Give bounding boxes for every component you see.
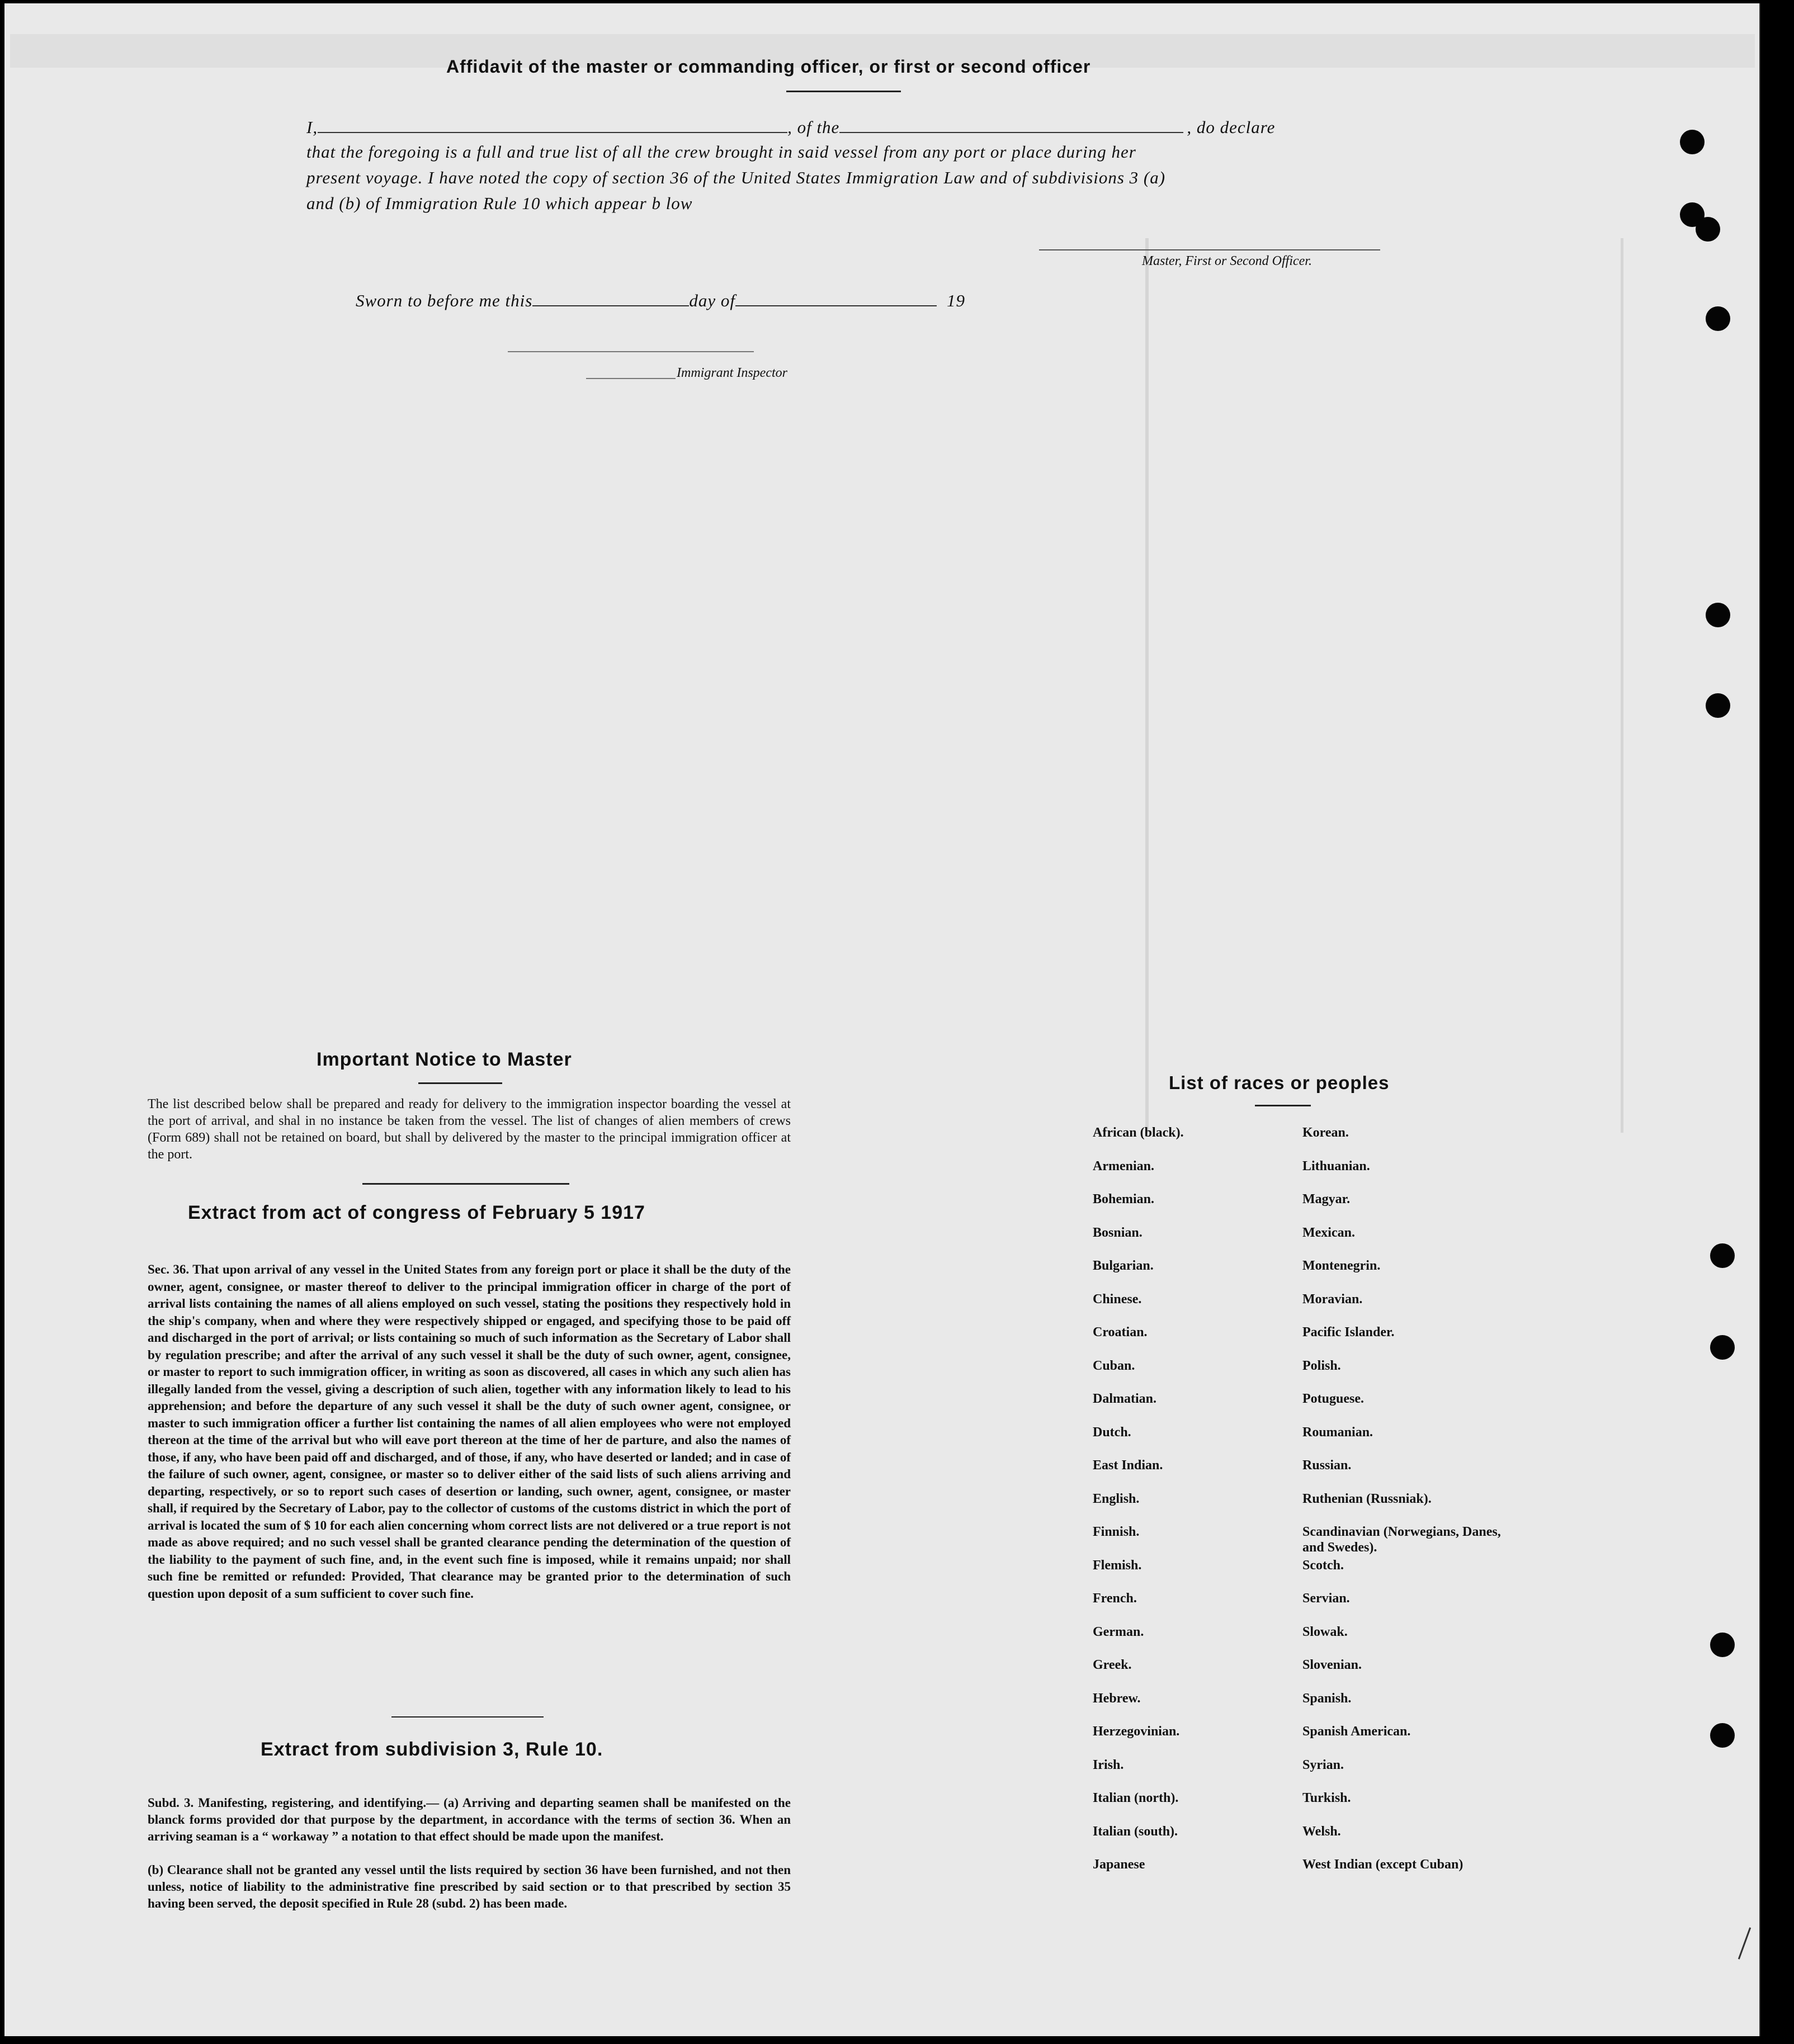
- race-item: East Indian.: [1093, 1458, 1163, 1473]
- race-item: Slowak.: [1302, 1624, 1348, 1639]
- bleed-through-column-2: [1621, 238, 1623, 1133]
- race-item: Turkish.: [1302, 1791, 1351, 1805]
- bleed-through-column: [1145, 238, 1149, 1133]
- sworn-day-blank[interactable]: [532, 288, 689, 306]
- margin-mark: [1738, 1927, 1751, 1959]
- inspector-caption: Immigrant Inspector: [677, 366, 787, 380]
- race-item: English.: [1093, 1491, 1140, 1506]
- race-item: Bohemian.: [1093, 1192, 1155, 1206]
- race-item: Magyar.: [1302, 1192, 1351, 1206]
- race-item: Italian (north).: [1093, 1791, 1179, 1805]
- punch-hole: [1696, 217, 1720, 242]
- affidavit-i-label: I,: [306, 117, 318, 137]
- name-blank[interactable]: [318, 115, 787, 133]
- race-item: Pacific Islander.: [1302, 1325, 1395, 1340]
- extract-act-text: Sec. 36. That upon arrival of any vessel in the United States from any foreign port or place it shall be the duty of the owner, agent, consignee, or master thereof to deliver to the principal immigration officer in charge of the port of arrival lists containing the names of all aliens employed on such vessel, stating the positions they respectively hold in the ship's company, when and where they were respectively shipped or engaged, and specifying those to be paid off and discharged in the port of arrival; or lists containing so much of such information as the Secretary of Labor shall by regulation prescribe; and after the arrival of any such vessel it shall be the duty of such owner, agent, consignee, or master to report to such immigration officer, in writing as soon as discovered, all cases in which any such alien has illegally landed from the vessel, giving a description of such alien, together with any information likely to lead to his apprehension; and before the departure of any such vessel it shall be the duty of such owner agent, consignee, or master to such immigration officer a further list containing the names of all alien employees who were not employed thereon at the time of the arrival but who will eave port thereon at the time of her de parture, and also the names of those, if any, who have been paid off and discharged, and of those, if any, who have deserted or landed; and in case of the failure of such owner, agent, consignee, or master so to deliver either of the said lists of such aliens arriving and departing, respectively, or so to report such cases of desertion or landing, such owner, agent, consignee, or master shall, if required by the Secretary of Labor, pay to the collector of customs of the customs district in which the port of arrival is located the sum of $ 10 for each alien concerning whom correct lists are not delivered or a true report is not made as above required; and no such vessel shall be granted clearance pending the determination of the question of the liability to the payment of such fine, and, in the event such fine is imposed, while it remains unpaid; nor shall such fine be remitted or refunded: Provided, That clearance may be granted prior to the determination of such question upon deposit of a sum sufficient to cover such fine.: [148, 1262, 791, 1601]
- race-item: Welsh.: [1302, 1824, 1341, 1839]
- notice-text: The list described below shall be prepared and ready for delivery to the immigration inspector boarding the vessel at the port of arrival, and shal in no instance be taken from the vessel. The list of changes of alien members of crews (Form 689) shall not be retained on board, but shall by delivered by the master to the principal immigration officer at the port.: [148, 1097, 791, 1162]
- notice-title-rule: [418, 1082, 502, 1084]
- master-signature-caption: Master, First or Second Officer.: [1142, 254, 1312, 268]
- races-list: [1093, 1125, 1518, 1890]
- race-item: Lithuanian.: [1302, 1158, 1370, 1174]
- race-item: Potuguese.: [1302, 1392, 1364, 1406]
- inspector-signature-line-2: [586, 378, 676, 379]
- notice-title: Important Notice to Master: [317, 1049, 572, 1070]
- affidavit-of-the-label: , of the: [787, 117, 840, 137]
- sworn-month-blank[interactable]: [735, 288, 937, 306]
- affidavit-line-2: that the foregoing is a full and true list of all the crew brought in said vessel from any port or place during her: [306, 142, 1136, 162]
- punch-hole: [1680, 130, 1705, 154]
- race-item: Slovenian.: [1302, 1658, 1362, 1672]
- race-item: Dalmatian.: [1093, 1392, 1156, 1406]
- affidavit-line-4: and (b) of Immigration Rule 10 which appear b low: [306, 193, 693, 213]
- sworn-line: [356, 288, 965, 311]
- race-item: Polish.: [1302, 1358, 1341, 1373]
- race-item: Greek.: [1093, 1658, 1132, 1672]
- extract-act-divider: [391, 1716, 544, 1717]
- race-item: Dutch.: [1093, 1425, 1131, 1440]
- race-item: German.: [1093, 1624, 1144, 1639]
- race-item: Finnish.: [1093, 1525, 1140, 1539]
- notice-divider: [362, 1183, 569, 1185]
- extract-rule-title: Extract from subdivision 3, Rule 10.: [261, 1739, 603, 1760]
- affidavit-line-3: present voyage. I have noted the copy of section 36 of the United States Immigration Law and of subdivisions 3 (a): [306, 168, 1166, 187]
- affidavit-line-1: [306, 115, 1275, 138]
- master-signature-line[interactable]: [1039, 249, 1380, 250]
- race-item: Russian.: [1302, 1458, 1352, 1473]
- race-item: Spanish American.: [1302, 1724, 1411, 1739]
- race-item: Bulgarian.: [1093, 1258, 1154, 1273]
- race-item: Armenian.: [1093, 1158, 1154, 1174]
- race-item: Servian.: [1302, 1591, 1350, 1606]
- race-item: West Indian (except Cuban): [1302, 1857, 1463, 1872]
- affidavit-title-rule: [786, 91, 901, 92]
- race-item: Croatian.: [1093, 1325, 1148, 1340]
- race-item: Bosnian.: [1093, 1225, 1143, 1240]
- race-item: Syrian.: [1302, 1757, 1344, 1772]
- punch-hole: [1706, 693, 1730, 718]
- inspector-signature-line[interactable]: [508, 351, 754, 352]
- race-item: Cuban.: [1093, 1358, 1135, 1373]
- race-item: Chinese.: [1093, 1291, 1142, 1307]
- race-item: Moravian.: [1302, 1291, 1363, 1307]
- extract-rule-para-b: (b) Clearance shall not be granted any vessel until the lists required by section 36 have been furnished, and not then unless, notice of liability to the administrative fine prescribed by said section or to that prescribed by section 35 having been served, the deposit specified in Rule 28 (subd. 2) has been made.: [148, 1863, 791, 1910]
- punch-hole: [1706, 306, 1730, 331]
- race-item: Scotch.: [1302, 1558, 1344, 1573]
- punch-hole: [1710, 1633, 1735, 1657]
- race-item: Korean.: [1302, 1125, 1349, 1140]
- sworn-label: Sworn to before me this: [356, 291, 533, 310]
- punch-hole: [1710, 1243, 1735, 1268]
- races-title-rule: [1255, 1105, 1311, 1106]
- race-item: Spanish.: [1302, 1691, 1352, 1706]
- extract-rule-para-a: Subd. 3. Manifesting, registering, and identifying.— (a) Arriving and departing seamen shall be manifested on the blanck forms provided dor that purpose by the department, in accordance with the terms of section 36. When an arriving seaman is a “ workaway ” a notation to that effect should be made upon the manifest.: [148, 1796, 791, 1843]
- affidavit-declare-label: , do declare: [1187, 117, 1276, 137]
- race-item: Hebrew.: [1093, 1691, 1141, 1706]
- race-item: Mexican.: [1302, 1225, 1355, 1240]
- race-item: French.: [1093, 1591, 1137, 1606]
- extract-act-title: Extract from act of congress of February 5 1917: [188, 1202, 645, 1223]
- affidavit-title: Affidavit of the master or commanding officer, or first or second officer: [446, 56, 1091, 77]
- sworn-year-label: 19: [946, 291, 965, 310]
- race-item: Montenegrin.: [1302, 1258, 1381, 1273]
- race-item: Flemish.: [1093, 1558, 1142, 1573]
- punch-hole: [1710, 1335, 1735, 1360]
- race-item: Italian (south).: [1093, 1824, 1178, 1839]
- race-item: Japanese: [1093, 1857, 1145, 1872]
- vessel-blank[interactable]: [839, 115, 1183, 133]
- races-title: List of races or peoples: [1169, 1072, 1390, 1093]
- race-item: Ruthenian (Russniak).: [1302, 1491, 1432, 1506]
- race-item: African (black).: [1093, 1125, 1184, 1140]
- punch-hole: [1706, 603, 1730, 627]
- race-item: Irish.: [1093, 1757, 1124, 1772]
- sworn-day-label: day of: [689, 291, 735, 310]
- punch-hole: [1710, 1723, 1735, 1748]
- race-item: Herzegovinian.: [1093, 1724, 1180, 1739]
- manifest-page: [4, 3, 1760, 2036]
- race-item: Scandinavian (Norwegians, Danes, and Swedes).: [1302, 1525, 1501, 1555]
- race-item: Roumanian.: [1302, 1425, 1373, 1440]
